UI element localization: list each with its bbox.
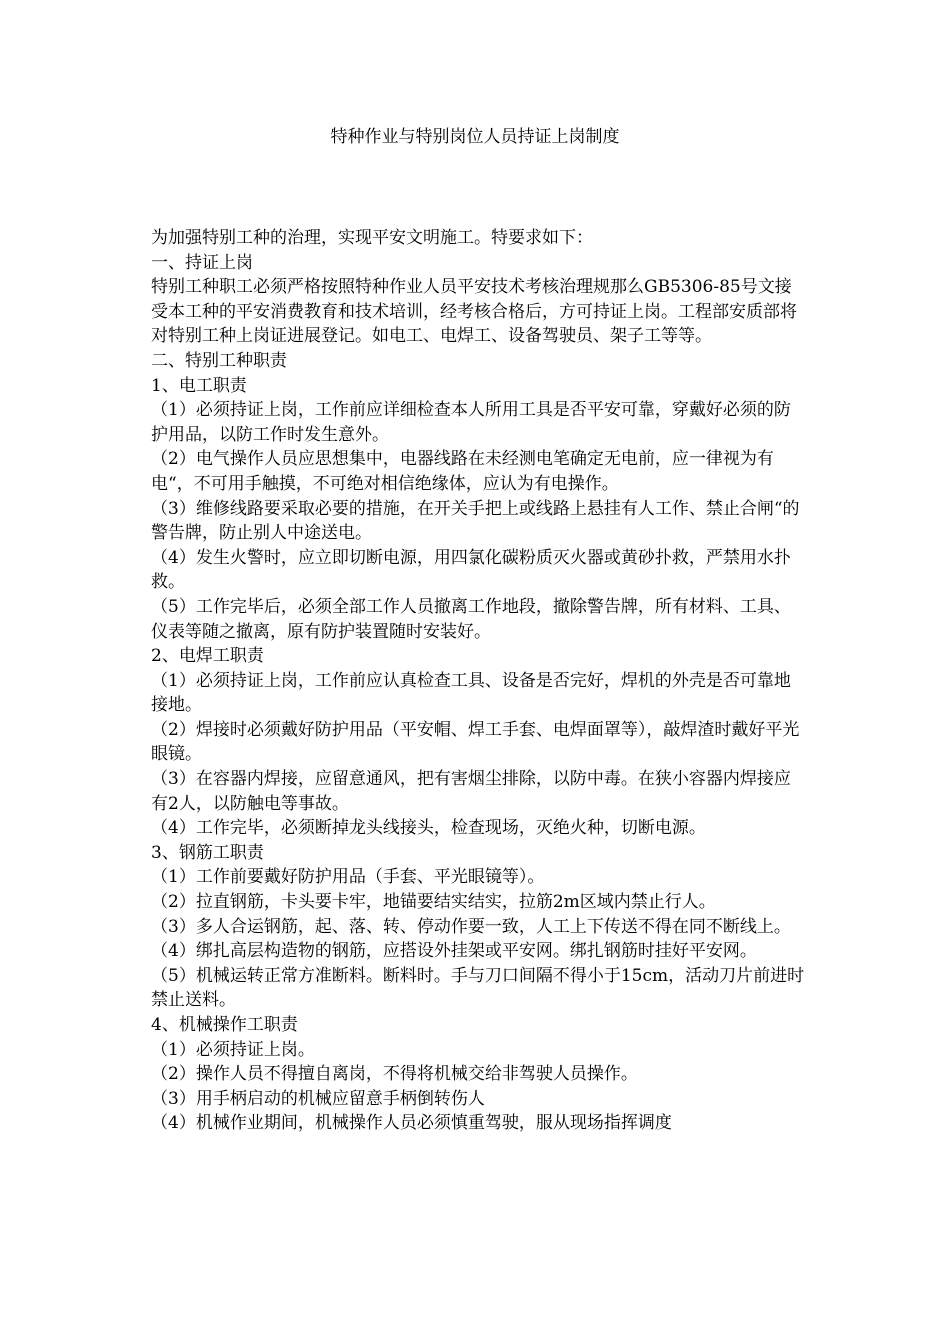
- section-heading: 一、持证上岗: [151, 252, 253, 273]
- list-item: （1）必须持证上岗，工作前应认真检查工具、设备是否完好，焊机的外壳是否可靠地接地。: [151, 670, 791, 716]
- section-heading: 二、特别工种职责: [151, 350, 287, 371]
- list-item: （5）工作完毕后，必须全部工作人员撤离工作地段，撤除警告牌，所有材料、工具、仪表等随之撤离，原有防护装置随时安装好。: [151, 596, 791, 642]
- list-item: （2）拉直钢筋，卡头要卡牢，地锚要结实结实，拉筋2m区域内禁止行人。: [151, 892, 716, 913]
- document-body: [151, 226, 806, 1136]
- list-item: （1）必须持证上岗，工作前应详细检查本人所用工具是否平安可靠，穿戴好必须的防护用品，以防工作时发生意外。: [151, 400, 791, 445]
- list-item: （5）机械运转正常方准断料。断料时。手与刀口间隔不得小于15cm，活动刀片前进时禁止送料。: [151, 965, 805, 1011]
- list-item: （2）电气操作人员应思想集中，电器线路在未经测电笔确定无电前，应一律视为有电“，不可用手触摸，不可绝对相信绝缘体，应认为有电操作。: [151, 449, 774, 494]
- list-item: （4）机械作业期间，机械操作人员必须慎重驾驶，服从现场指挥调度: [151, 1113, 672, 1134]
- subsection-heading: 2、电焊工职责: [151, 646, 264, 667]
- list-item: （3）维修线路要采取必要的措施，在开关手把上或线路上悬挂有人工作、禁止合闸“的警告牌，防止别人中途送电。: [151, 498, 800, 544]
- paragraph: 特别工种职工必须严格按照特种作业人员平安技术考核治理规那么GB5306-85号文接受本工种的平安消费教育和技术培训，经考核合格后，方可持证上岗。工程部安质部将对特别工种上岗证进展登记。如电工、电焊工、设备驾驶员、架子工等等。: [151, 277, 797, 347]
- subsection-heading: 4、机械操作工职责: [151, 1015, 298, 1035]
- subsection-heading: 3、钢筋工职责: [151, 842, 264, 863]
- document-title: 特种作业与特别岗位人员持证上岗制度: [330, 127, 620, 147]
- list-item: （4）绑扎高层构造物的钢筋，应搭设外挂架或平安网。绑扎钢筋时挂好平安网。: [151, 941, 757, 962]
- subsection-heading: 1、电工职责: [151, 375, 247, 396]
- list-item: （4）发生火警时，应立即切断电源，用四氯化碳粉质灭火器或黄砂扑救，严禁用水扑救。: [151, 547, 791, 593]
- intro-paragraph: 为加强特别工种的治理，实现平安文明施工。特要求如下：: [151, 228, 593, 248]
- list-item: （2）操作人员不得擅自离岗，不得将机械交给非驾驶人员操作。: [151, 1064, 638, 1085]
- list-item: （4）工作完毕，必须断掉龙头线接头，检查现场，灭绝火种，切断电源。: [151, 818, 706, 839]
- list-item: （2）焊接时必须戴好防护用品（平安帽、焊工手套、电焊面罩等），敲焊渣时戴好平光眼镜。: [151, 719, 800, 765]
- list-item: （3）在容器内焊接，应留意通风，把有害烟尘排除，以防中毒。在狭小容器内焊接应有2人，以防触电等事故。: [151, 769, 791, 814]
- list-item: （3）用手柄启动的机械应留意手柄倒转伤人: [151, 1088, 485, 1109]
- list-item: （1）工作前要戴好防护用品（手套、平光眼镜等）。: [151, 867, 545, 888]
- list-item: （3）多人合运钢筋，起、落、转、停动作要一致，人工上下传送不得在同不断线上。: [151, 916, 791, 937]
- list-item: （1）必须持证上岗。: [151, 1039, 315, 1060]
